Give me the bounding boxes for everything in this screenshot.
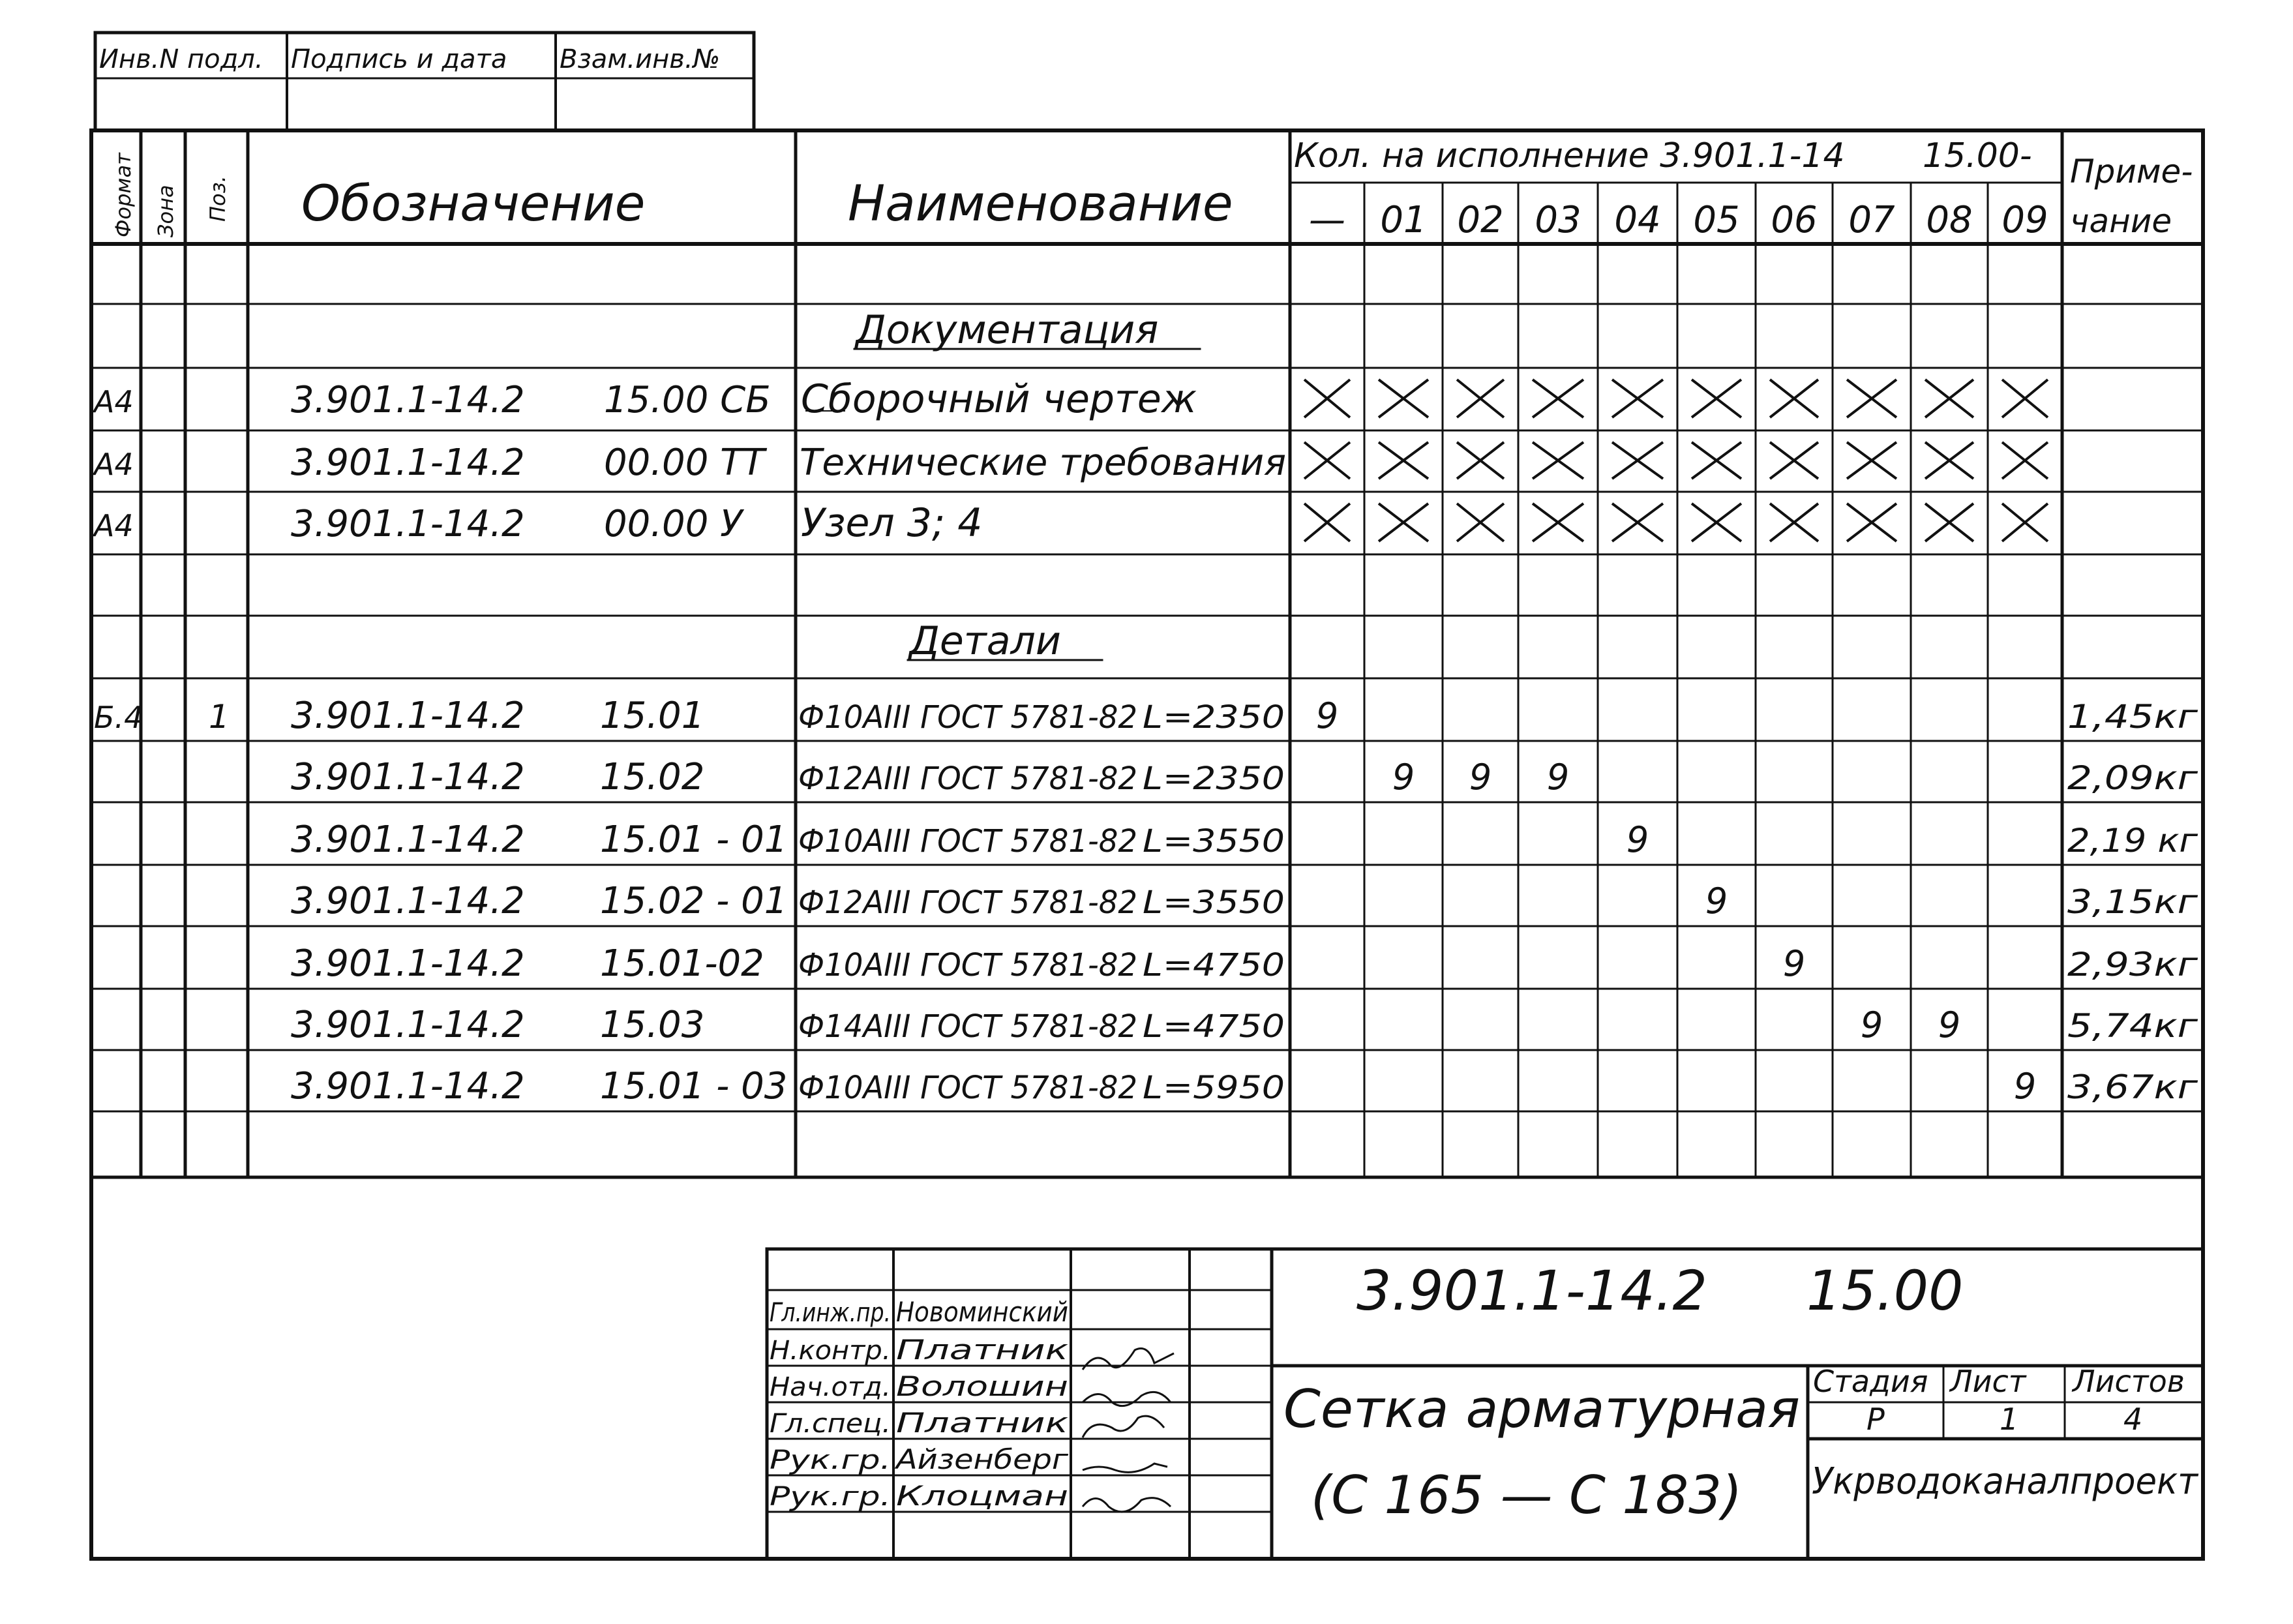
detail-row: [94, 695, 2198, 737]
cross-mark: [2002, 504, 2048, 541]
cross-mark: [1304, 380, 1350, 417]
tb-role: Нач.отд.: [770, 1372, 891, 1402]
header-kol-suffix: 15.00-: [1923, 136, 2032, 175]
detail-row: [291, 756, 2198, 798]
detail-designation: 3.901.1-14.2: [291, 819, 525, 861]
detail-designation: 3.901.1-14.2: [291, 695, 525, 737]
doc-name: Технические требования: [800, 442, 1286, 484]
detail-note: 2,19 кг: [2067, 822, 2198, 860]
header-format: Формат: [111, 153, 136, 237]
tb-doc-number: 3.901.1-14.2: [1356, 1259, 1707, 1323]
cross-mark: [2002, 442, 2048, 479]
tb-role: Рук.гр.: [770, 1482, 891, 1512]
variant-header: 08: [1926, 199, 1973, 241]
detail-rows: [94, 695, 2198, 1107]
detail-note: 2,93кг: [2067, 946, 2198, 984]
detail-name: Ф10АIII ГОСТ 5781-82: [798, 1070, 1137, 1106]
doc-designation: 3.901.1-14.2: [291, 442, 525, 484]
header-naimenovanie: Наименование: [848, 174, 1233, 232]
doc-designation: 3.901.1-14.2: [291, 379, 525, 421]
tb-doc-code: 15.00: [1806, 1259, 1964, 1323]
detail-length: L=3550: [1143, 884, 1285, 921]
detail-row: [291, 1065, 2198, 1107]
tb-sheets: 4: [2123, 1402, 2143, 1437]
detail-code: 15.02: [600, 756, 705, 798]
cross-mark: [1692, 442, 1741, 479]
cross-mark: [1304, 504, 1350, 541]
variant-headers: [1309, 199, 2048, 241]
cross-mark: [1847, 504, 1896, 541]
detail-qty: 9: [1705, 880, 1728, 922]
detail-name: Ф12АIII ГОСТ 5781-82: [798, 760, 1137, 797]
detail-note: 1,45кг: [2067, 698, 2198, 736]
header-oboznachenie: Обозначение: [301, 174, 646, 232]
doc-code: 15.00 СБ: [604, 379, 771, 421]
detail-name: Ф10АIII ГОСТ 5781-82: [798, 947, 1137, 984]
variant-header: 09: [2001, 199, 2048, 241]
variant-header: 07: [1848, 199, 1895, 241]
detail-note: 3,67кг: [2067, 1068, 2198, 1106]
detail-row: [291, 880, 2198, 922]
detail-length: L=3550: [1143, 823, 1285, 860]
variant-header: 02: [1457, 199, 1504, 241]
signature-4: [1083, 1464, 1167, 1472]
header-kol-label: Кол. на исполнение 3.901.1-14: [1294, 136, 1845, 175]
doc-name: Узел 3; 4: [801, 500, 983, 546]
tb-stage: Р: [1866, 1402, 1885, 1437]
detail-code: 15.01 - 03: [600, 1065, 788, 1107]
applicability-crosses: [1304, 380, 2048, 541]
cross-mark: [1692, 380, 1741, 417]
detail-poz: 1: [209, 698, 230, 736]
cross-mark: [1925, 442, 1973, 479]
doc-row: [92, 376, 1197, 422]
tb-sheets-label: Листов: [2073, 1364, 2185, 1399]
doc-row: [92, 442, 1286, 484]
detail-designation: 3.901.1-14.2: [291, 942, 525, 985]
detail-qty: 9: [1469, 757, 1492, 798]
cross-mark: [1533, 504, 1583, 541]
cross-mark: [1457, 442, 1504, 479]
doc-row: [92, 500, 982, 546]
section-details: Детали: [909, 618, 1061, 664]
variant-header: 03: [1535, 199, 1581, 241]
cross-mark: [1304, 442, 1350, 479]
detail-format: Б.4: [94, 700, 143, 735]
tb-title-line2: (С 165 — С 183): [1311, 1465, 1743, 1526]
cross-mark: [1379, 504, 1428, 541]
tb-stage-label: Стадия: [1813, 1364, 1928, 1399]
cross-mark: [1379, 442, 1428, 479]
detail-code: 15.01 - 01: [600, 819, 788, 861]
doc-format: А4: [94, 508, 134, 543]
detail-note: 2,09кг: [2067, 759, 2198, 797]
tb-role: Рук.гр.: [770, 1445, 891, 1475]
tb-name: Волошин: [896, 1370, 1068, 1402]
tb-title-line1: Сетка арматурная: [1283, 1379, 1800, 1439]
variant-header: 04: [1614, 199, 1661, 241]
variant-header: 05: [1693, 199, 1740, 241]
detail-designation: 3.901.1-14.2: [291, 756, 525, 798]
cross-mark: [1770, 504, 1818, 541]
detail-name: Ф12АIII ГОСТ 5781-82: [798, 884, 1137, 921]
cross-mark: [1847, 442, 1896, 479]
tb-name: Новоминский: [896, 1296, 1068, 1328]
stamp-inv-podl: Инв.N подл.: [99, 44, 263, 74]
cross-mark: [1457, 504, 1504, 541]
cross-mark: [1457, 380, 1504, 417]
tb-name: Платник: [896, 1407, 1069, 1439]
detail-qty: 9: [1626, 819, 1649, 860]
detail-qty: 9: [1938, 1004, 1961, 1045]
detail-row: [291, 819, 2198, 861]
cross-mark: [1379, 380, 1428, 417]
cross-mark: [1533, 442, 1583, 479]
section-documentation: Документация: [856, 307, 1159, 353]
detail-note: 3,15кг: [2067, 883, 2198, 921]
detail-code: 15.02 - 01: [600, 880, 788, 922]
signatures: [1083, 1349, 1174, 1512]
detail-note: 5,74кг: [2067, 1007, 2198, 1045]
cross-mark: [1925, 380, 1973, 417]
tb-sheet-label: Лист: [1950, 1364, 2026, 1399]
tb-name: Клоцман: [896, 1480, 1068, 1512]
tb-name: Платник: [896, 1334, 1069, 1366]
header-zona: Зона: [153, 185, 178, 237]
detail-name: Ф14АIII ГОСТ 5781-82: [798, 1008, 1137, 1045]
variant-header: —: [1309, 199, 1345, 241]
tb-role: Н.контр.: [770, 1336, 891, 1366]
header-primechanie-1: Приме-: [2070, 153, 2193, 190]
doc-format: А4: [94, 447, 134, 482]
detail-length: L=4750: [1143, 1008, 1285, 1045]
signature-3: [1083, 1416, 1164, 1437]
tb-role: Гл.инж.пр.: [770, 1298, 891, 1328]
detail-code: 15.01: [600, 695, 705, 737]
cross-mark: [2002, 380, 2048, 417]
detail-qty: 9: [1392, 757, 1415, 798]
doc-name: Сборочный чертеж: [801, 376, 1197, 422]
header-primechanie-2: чание: [2070, 202, 2172, 240]
doc-designation: 3.901.1-14.2: [291, 503, 525, 545]
cross-mark: [1847, 380, 1896, 417]
detail-qty: 9: [1546, 757, 1570, 798]
cross-mark: [1770, 380, 1818, 417]
cross-mark: [1612, 504, 1663, 541]
detail-row: [291, 942, 2198, 985]
stamp-podpis-data: Подпись и дата: [291, 44, 507, 74]
doc-code: 00.00 У: [604, 503, 743, 545]
cross-mark: [1612, 380, 1663, 417]
detail-qty: 9: [1315, 695, 1339, 736]
cross-mark: [1533, 380, 1583, 417]
cross-mark: [1770, 442, 1818, 479]
detail-length: L=4750: [1143, 947, 1285, 984]
detail-row: [291, 1004, 2198, 1046]
doc-code: 00.00 ТТ: [604, 442, 765, 484]
variant-header: 06: [1771, 199, 1818, 241]
detail-code: 15.01-02: [600, 942, 764, 985]
detail-designation: 3.901.1-14.2: [291, 1004, 525, 1046]
tb-name: Айзенберг: [893, 1443, 1070, 1475]
detail-qty: 9: [1860, 1004, 1883, 1045]
tb-sheet: 1: [2000, 1402, 2019, 1437]
stamp-vzam-inv: Взам.инв.№: [560, 44, 721, 74]
cross-mark: [1612, 442, 1663, 479]
header-poz: Поз.: [205, 175, 230, 222]
cross-mark: [1692, 504, 1741, 541]
cross-mark: [1925, 504, 1973, 541]
detail-designation: 3.901.1-14.2: [291, 1065, 525, 1107]
detail-name: Ф10АIII ГОСТ 5781-82: [798, 699, 1137, 736]
detail-qty: 9: [1782, 943, 1806, 984]
detail-length: L=2350: [1143, 760, 1285, 797]
signature-2: [1083, 1392, 1171, 1406]
tb-organization: Укрводоканалпроект: [1812, 1460, 2199, 1503]
detail-code: 15.03: [600, 1004, 705, 1046]
signature-5: [1083, 1498, 1171, 1512]
detail-name: Ф10АIII ГОСТ 5781-82: [798, 823, 1137, 860]
detail-qty: 9: [2013, 1066, 2037, 1107]
variant-header: 01: [1380, 199, 1427, 241]
tb-role: Гл.спец.: [770, 1409, 891, 1439]
detail-length: L=2350: [1143, 699, 1285, 736]
detail-length: L=5950: [1143, 1070, 1285, 1106]
detail-designation: 3.901.1-14.2: [291, 880, 525, 922]
doc-format: А4: [94, 384, 134, 419]
